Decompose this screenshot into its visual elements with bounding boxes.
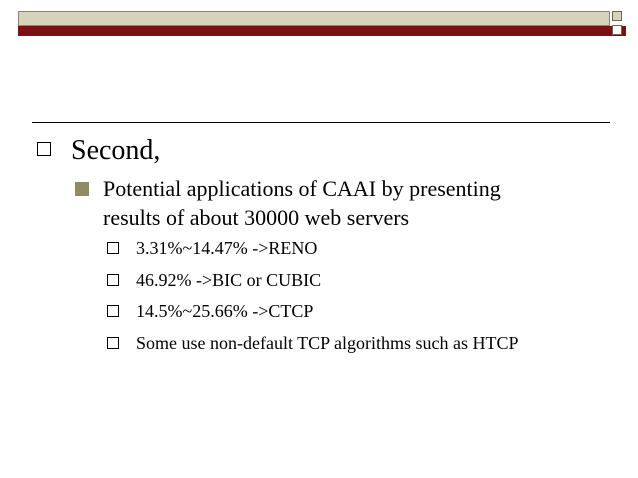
- level3-item-4: Some use non-default TCP algorithms such as HTCP: [136, 333, 519, 353]
- level2-text-line1: Potential applications of CAAI by presenting: [103, 176, 501, 201]
- hollow-square-bullet-icon: [37, 142, 51, 156]
- level3-item-1: 3.31%~14.47% ->RENO: [136, 238, 318, 258]
- hollow-square-bullet-icon: [107, 274, 119, 286]
- filled-square-bullet-icon: [75, 182, 89, 196]
- hollow-square-bullet-icon: [107, 242, 119, 254]
- level3-item-3: 14.5%~25.66% ->CTCP: [136, 301, 314, 321]
- hollow-square-bullet-icon: [107, 337, 119, 349]
- level3-item-2: 46.92% ->BIC or CUBIC: [136, 270, 322, 290]
- level1-text: Second,: [71, 135, 161, 166]
- hollow-square-bullet-icon: [107, 305, 119, 317]
- level2-text-line2: results of about 30000 web servers: [103, 205, 410, 230]
